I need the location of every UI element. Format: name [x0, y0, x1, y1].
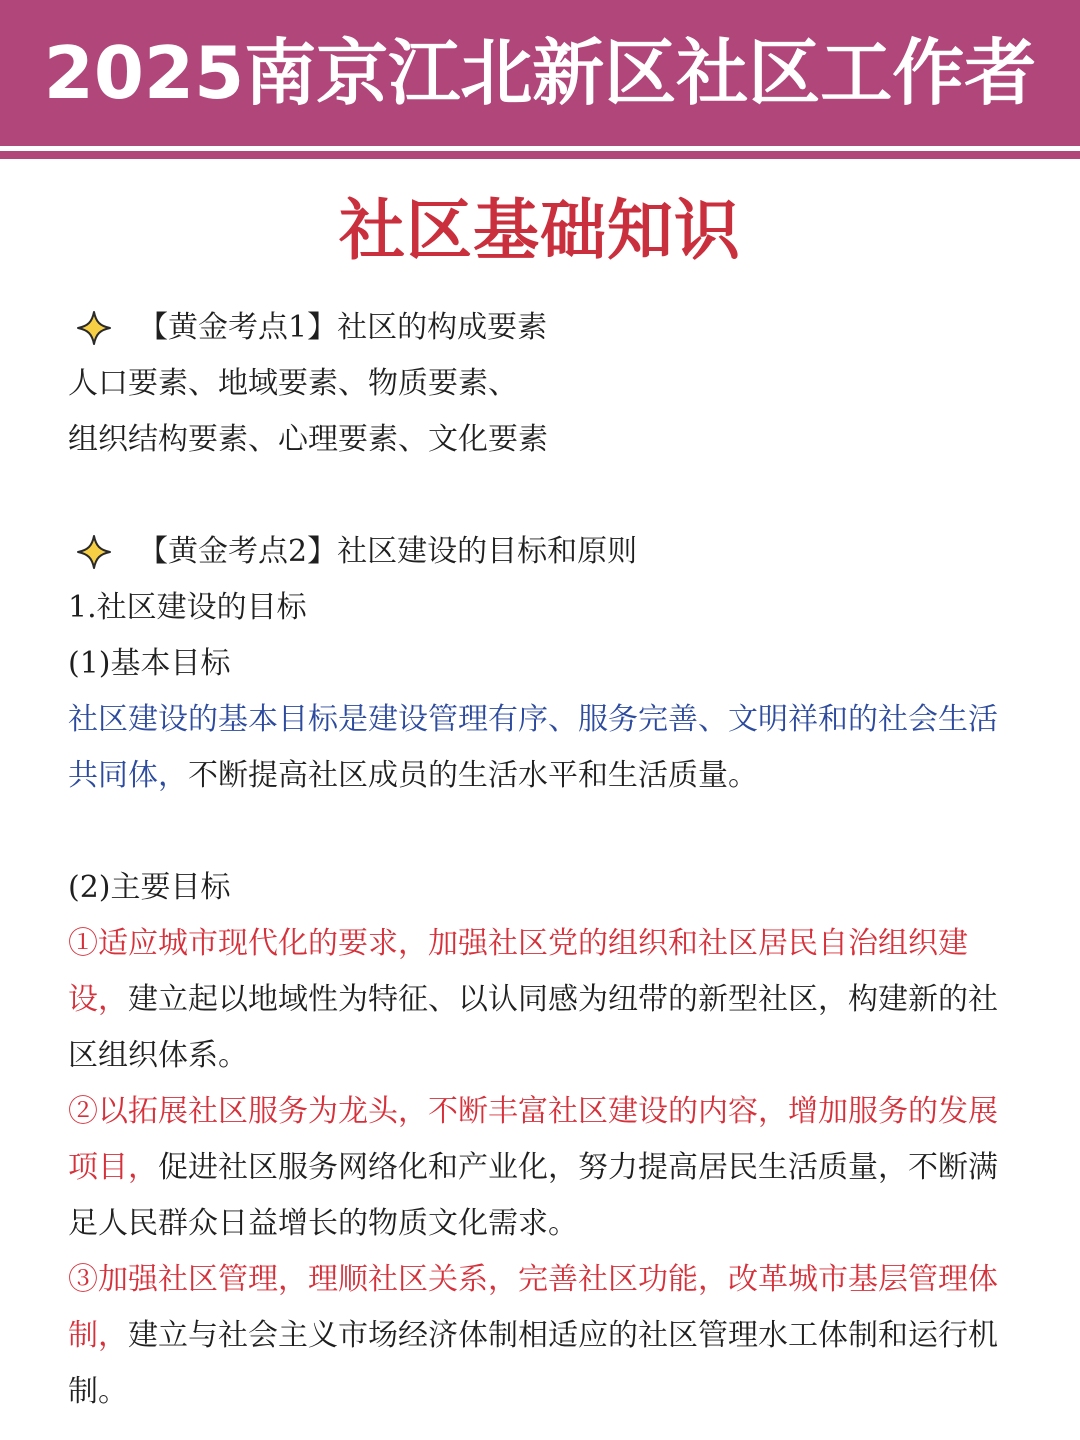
- banner-divider: [0, 151, 1080, 159]
- page-title: 2025南京江北新区社区工作者: [43, 31, 1037, 115]
- page-subtitle: 社区基础知识: [339, 191, 741, 269]
- basic-goal-highlight: 社区建设的基本目标是建设管理有序、服务完善、文明祥和的社会生活共同体，: [68, 702, 998, 793]
- main-goal-1: [68, 916, 1008, 1084]
- elements-line-1: 人口要素、地域要素、物质要素、: [68, 366, 518, 401]
- basic-goal-paragraph: [68, 692, 1008, 804]
- subheading-main-goals: (2)主要目标: [68, 870, 231, 905]
- section-1-heading: [68, 300, 1008, 356]
- section-1-heading-text: 【黄金考点1】社区的构成要素: [138, 310, 548, 345]
- main-goal-2: [68, 1084, 1008, 1252]
- elements-line-2: 组织结构要素、心理要素、文化要素: [68, 422, 548, 457]
- section-2-heading: [68, 524, 1008, 580]
- subheading-basic-goal: (1)基本目标: [68, 646, 231, 681]
- section-2-heading-text: 【黄金考点2】社区建设的目标和原则: [138, 534, 638, 569]
- main-goal-2-highlight: ②以拓展社区服务为龙头，不断丰富社区建设的内容，增加服务的发展项目，: [68, 1094, 998, 1185]
- main-goal-1-highlight: ①适应城市现代化的要求，加强社区党的组织和社区居民自治组织建设，: [68, 926, 968, 1017]
- article-body: [68, 300, 1008, 1420]
- main-goal-3-rest: 建立与社会主义市场经济体制相适应的社区管理水工体制和运行机制。: [68, 1318, 998, 1409]
- main-goal-3: [68, 1252, 1008, 1420]
- sparkle-star-icon: [76, 310, 112, 346]
- subheading-goals: 1.社区建设的目标: [68, 590, 307, 625]
- main-goal-2-rest: 促进社区服务网络化和产业化，努力提高居民生活质量，不断满足人民群众日益增长的物质文化需求。: [68, 1150, 998, 1241]
- basic-goal-rest: 不断提高社区成员的生活水平和生活质量。: [188, 758, 758, 793]
- main-goal-3-highlight: ③加强社区管理，理顺社区关系，完善社区功能，改革城市基层管理体制，: [68, 1262, 998, 1353]
- sparkle-star-icon: [76, 534, 112, 570]
- title-banner: [0, 0, 1080, 146]
- main-goal-1-rest: 建立起以地域性为特征、以认同感为纽带的新型社区，构建新的社区组织体系。: [68, 982, 998, 1073]
